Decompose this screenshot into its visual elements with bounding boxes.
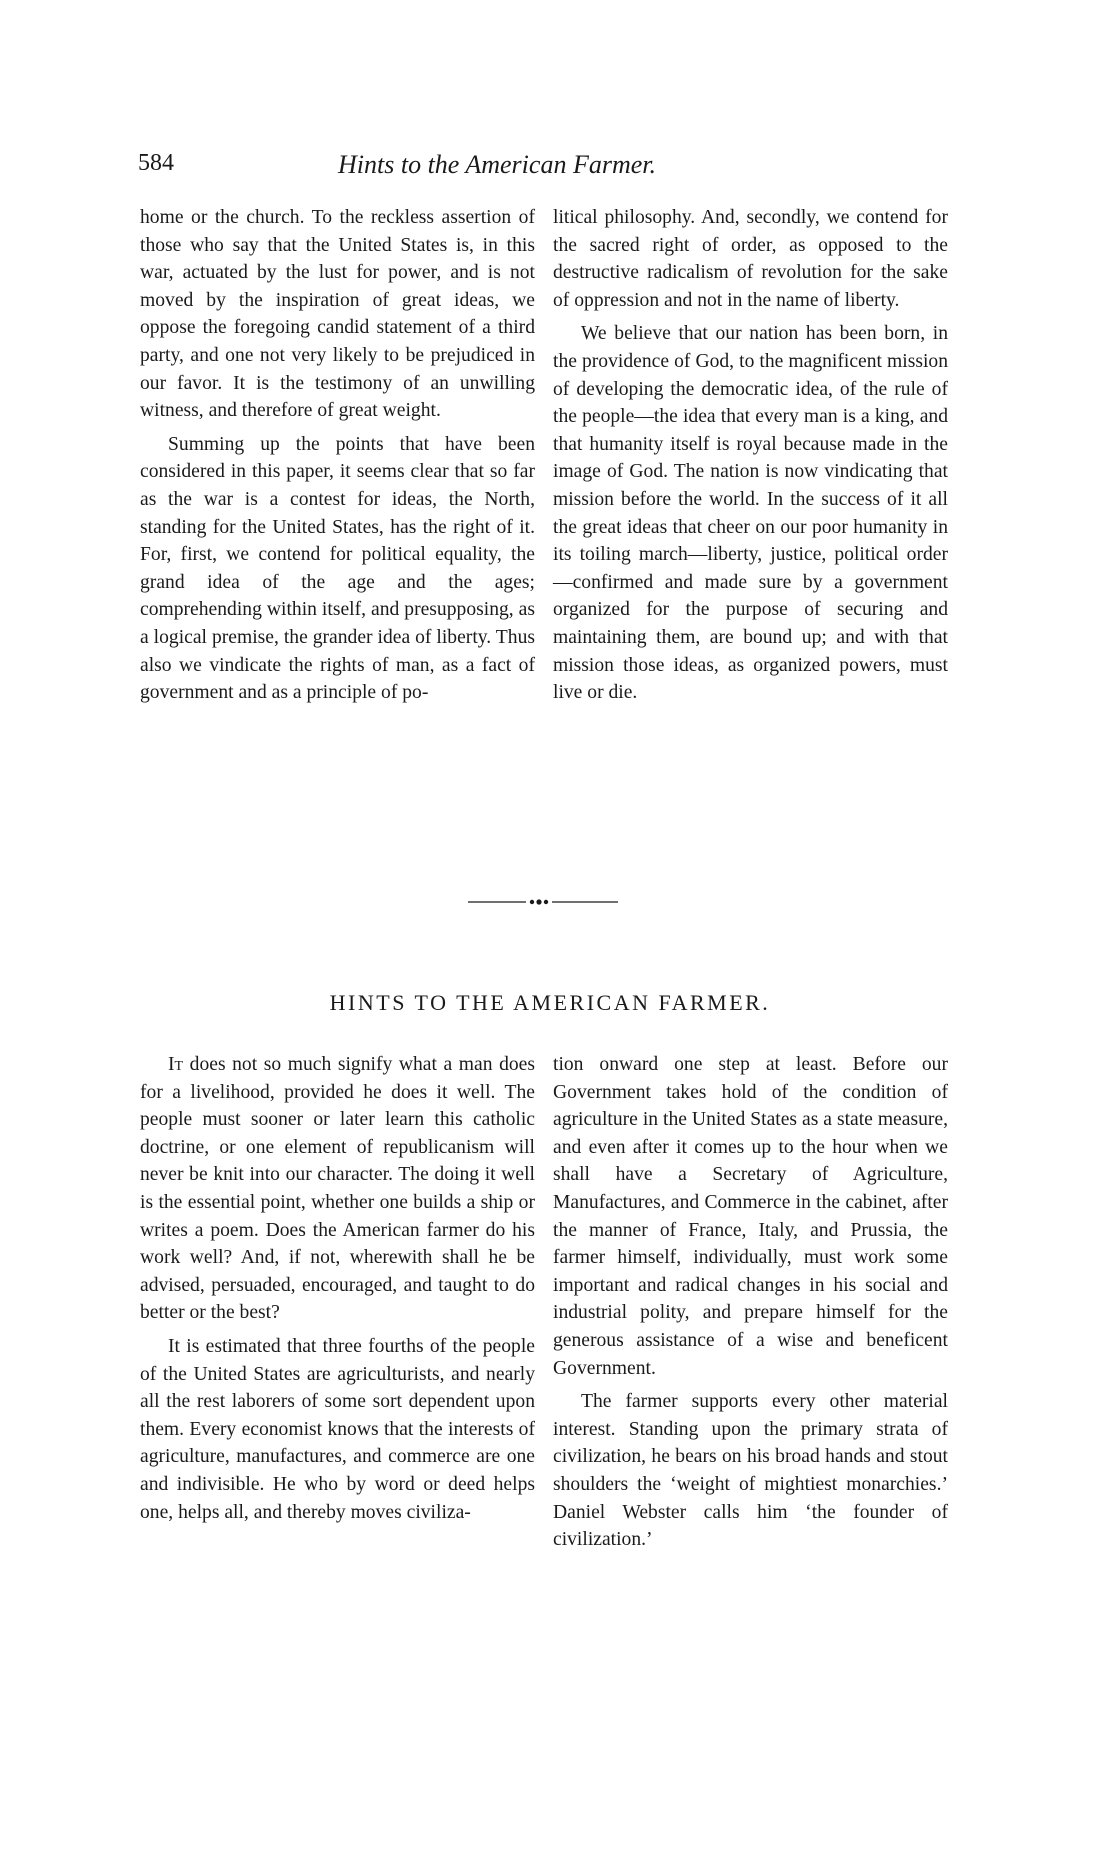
running-head [138,150,958,186]
page-number: 584 [138,150,174,176]
section-divider-ornament [468,896,618,908]
paragraph: We believe that our nation has been born, in the providence of God, to the magnificent mission of developing the democratic idea, of the rule of the people—the idea that every man is a king, and that humanity itself is royal because made in the image of God. The nation is now vindicating that mission before the world. In the success of it all the great ideas that cheer on our poor humanity in its toiling march—liberty, justice, political order—confirmed and made sure by a government organized for the purpose of securing and maintaining them, are bound up; and with that mission those ideas, as organized powers, must live or die. [553,323,948,704]
top-left-column [140,204,535,707]
paragraph: tion onward one step at least. Before our Government takes hold of the condition of agriculture in the United States as a state measure, and even after it comes up to the hour when we shall have a Secretary of Agriculture, Manufactures, and Commerce in the cabinet, after the manner of France, Italy, and Prussia, the farmer himself, individually, must work some important and radical changes in his social and industrial polity, and prepare himself for the generous assistance of a wise and beneficent Government. [553,1054,948,1379]
opening-word: It [168,1054,184,1075]
article-right-column [553,1051,948,1554]
running-title: Hints to the American Farmer. [338,150,656,179]
paragraph-text: does not so much signify what a man does for a livelihood, provided he does it well. The people must sooner or later learn this catholic doctrine, or one element of republicanism will never be knit into our character. The doing it well is the essential point, whether one builds a ship or writes a poem. Does the American farmer do his work well? And, if not, wherewith shall he be advised, persuaded, encouraged, and taught to do better or the best? [140,1054,535,1324]
paragraph: home or the church. To the reckless assertion of those who say that the United States is, in this war, actuated by the lust for power, and is not moved by the inspiration of great ideas, we oppose the foregoing candid statement of a third party, and one not very likely to be prejudiced in our favor. It is the testimony of an unwilling witness, and therefore of great weight. [140,207,535,422]
paragraph: It is estimated that three fourths of the people of the United States are agriculturists, and nearly all the rest laborers of some sort dependent upon them. Every economist knows that the interests of agriculture, manufactures, and commerce are one and indivisible. He who by word or deed helps one, helps all, and thereby moves civiliza- [140,1335,535,1523]
paragraph: Summing up the points that have been considered in this paper, it seems clear that so far as the war is a contest for ideas, the North, standing for the United States, has the right of it. For, first, we contend for political equality, the grand idea of the age and the ages; comprehending within itself, and presupposing, as a logical premise, the grander idea of liberty. Thus also we vindicate the rights of man, as a fact of government and as a principle of po- [140,433,535,704]
article-title: HINTS TO THE AMERICAN FARMER. [329,990,771,1015]
article-left-column [140,1051,535,1526]
paragraph: The farmer supports every other material interest. Standing upon the primary strata of civilization, he bears on his broad hands and stout shoulders the ‘weight of mightiest monarchies.’ Daniel Webster calls him ‘the founder of civilization.’ [553,1391,948,1551]
paragraph [140,1051,535,1327]
paragraph: litical philosophy. And, secondly, we contend for the sacred right of order, as opposed to the destructive radicalism of revolution for the sake of oppression and not in the name of liberty. [553,207,948,311]
top-right-column [553,204,948,707]
